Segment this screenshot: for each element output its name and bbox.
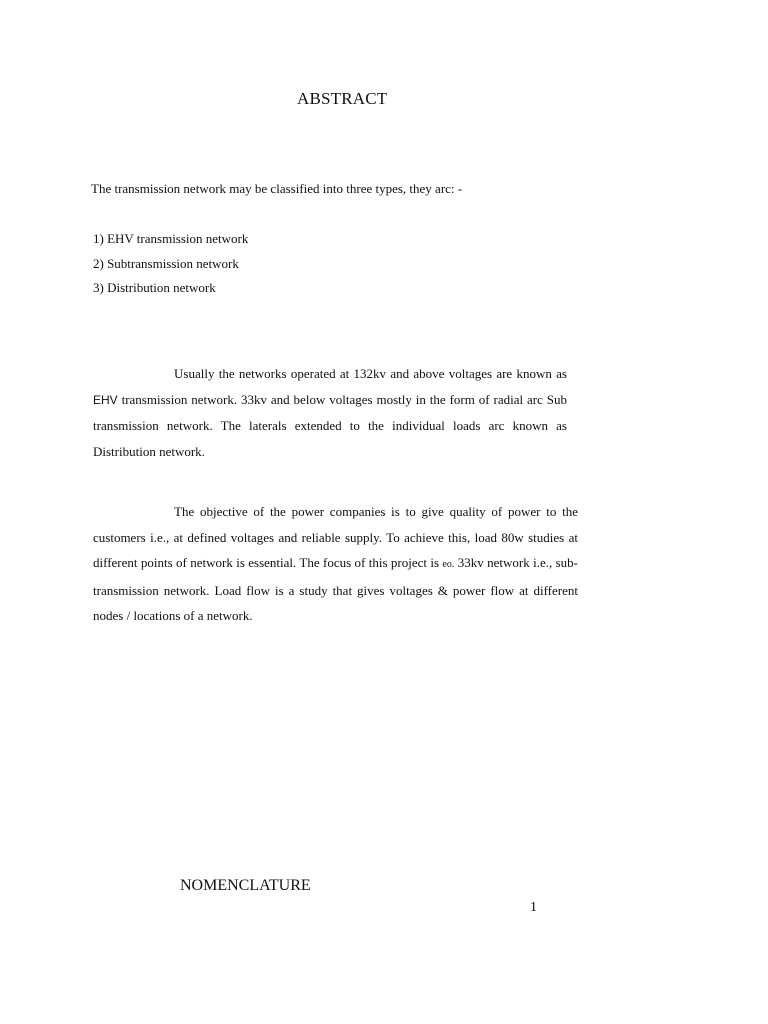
list-item: 2) Subtransmission network: [93, 255, 239, 271]
network-types-list: [93, 230, 248, 304]
list-item: 3) Distribution network: [93, 280, 216, 295]
paragraph-text: 33kv network i.e., sub-transmission network. Load flow is a study that gives voltages & power flow at different nodes / locations of a network.: [93, 555, 578, 623]
nomenclature-heading: NOMENCLATURE: [180, 877, 311, 894]
paragraph-text: transmission network. 33kv and below voltages mostly in the form of radial arc Sub transmission network. The laterals extended to the individual loads arc known as Distribution network.: [93, 391, 567, 459]
paragraph-voltage-levels: [93, 361, 567, 464]
list-item: 1) EHV transmission network: [93, 231, 249, 246]
abstract-heading: ABSTRACT: [297, 89, 388, 108]
paragraph-text: The objective of the power companies is to give quality of power to the customers i.e., at defined voltages and reliable supply. To achieve this, load 80w studies at different points of network is essential. The focus of this project is: [93, 504, 578, 570]
intro-sentence: The transmission network may be classified into three types, they arc: -: [91, 181, 463, 196]
page-number: 1: [530, 900, 537, 915]
paragraph-text: Usually the networks operated at 132kv and above voltages are known as: [174, 366, 567, 381]
paragraph-objective: [93, 499, 578, 629]
ehv-term: EHV: [93, 392, 118, 407]
eo-term: eo.: [442, 559, 455, 570]
